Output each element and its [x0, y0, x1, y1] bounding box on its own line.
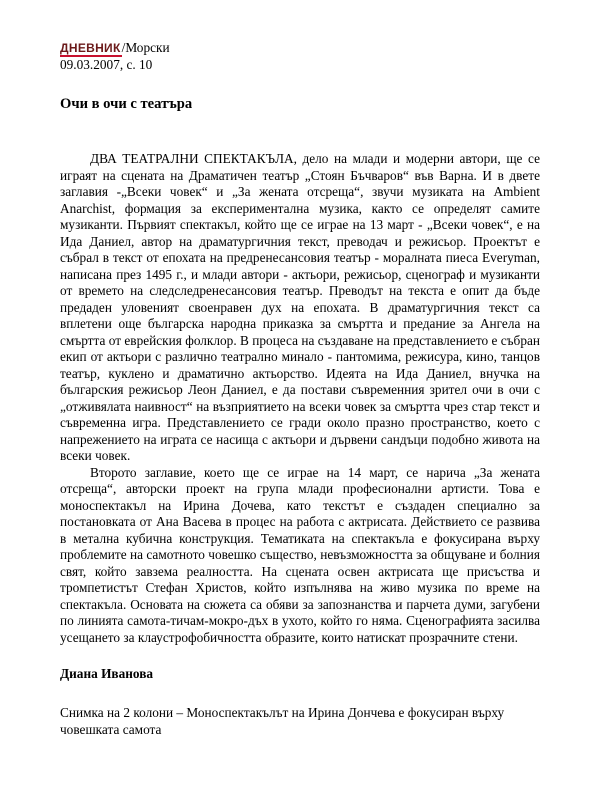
- source-line: [60, 40, 540, 57]
- article-paragraph-2: Второто заглавие, което ще се играе на 14 март, се нарича „За жената отсреща“, авторски проект на група млади професионални артисти. Това е моноспектакъл на Ирина Дочева, като текстът е създаден специално за постановката от Ана Васева в процес на работа с актрисата. Действието се развива в метална кубична конструкция. Тематиката на спектакъла е фокусирана върху проблемите на самотното човешко същество, невъзможността за общуване и болния свят, който завзема реалността. На сцената освен актрисата ще присъства и тромпетистът Стефан Христов, който изпълнява на живо музика по време на спектакъла. Основата на сюжета са обяви за запознанства и парчета думи, загубени по линията самота-тичам-мокро-дъх в ухото, който го няма. Сценографията засилва усещането за клаустрофобичността образите, които натискат прозрачните стени.: [60, 464, 540, 645]
- publication-date: 09.03.2007, с. 10: [60, 57, 153, 72]
- source-region: Морски: [125, 40, 170, 55]
- newspaper-logo: ДНЕВНИК: [60, 41, 121, 55]
- article-title: Очи в очи с театъра: [60, 96, 193, 112]
- source-separator: /: [121, 40, 126, 55]
- article-body: [60, 151, 540, 646]
- document-page: [60, 40, 540, 738]
- photo-caption: Снимка на 2 колони – Моноспектакълът на Ирина Дончева е фокусиран върху човешката самота: [60, 705, 505, 737]
- article-paragraph-1: ДВА ТЕАТРАЛНИ СПЕКТАКЪЛА, дело на млади и модерни автори, ще се играят на сцената на Драматичен театър „Стоян Бъчваров“ във Варна. И в двете заглавия -„Всеки човек“ и „За жената отсреща“, звучи музиката на Ambient Anarchist, формация за експериментална музика, както се определят самите музиканти. Първият спектакъл, който ще се играе на 13 март - „Всеки човек“, е на Ида Даниел, автор на драматургичния текст, преводач и режисьор. Проектът е събрал в текст от епохата на предренесансовия театър - моралната пиеса Everyman, написана през 1495 г., и млади автори - актьори, режисьор, сценограф и музиканти от времето на следследренесансовия театър. Преводът на текста е опит да бъде предаден уловеният своенравен дух на епохата. В драматургичния текст са вплетени още българска народна приказка за смъртта и предание за Ангела на смъртта от еврейския фолклор. В процеса на създаване на представлението е събран екип от актьори с различно театрално минало - пантомима, режисура, кино, танцов театър, куклено и драматично актьорство. Идеята на Ида Даниел, внучка на българския режисьор Леон Даниел, е да постави съвременния зрител очи в очи с „отживялата наивност“ на възприятието на всеки човек за смъртта чрез стар текст и съвременна игра. Представлението се гради около празно пространство, което с напрежението на играта се насища с актьори и дървени сандъци подобно живота на всеки човек.: [60, 151, 540, 463]
- article-author: Диана Иванова: [60, 666, 154, 681]
